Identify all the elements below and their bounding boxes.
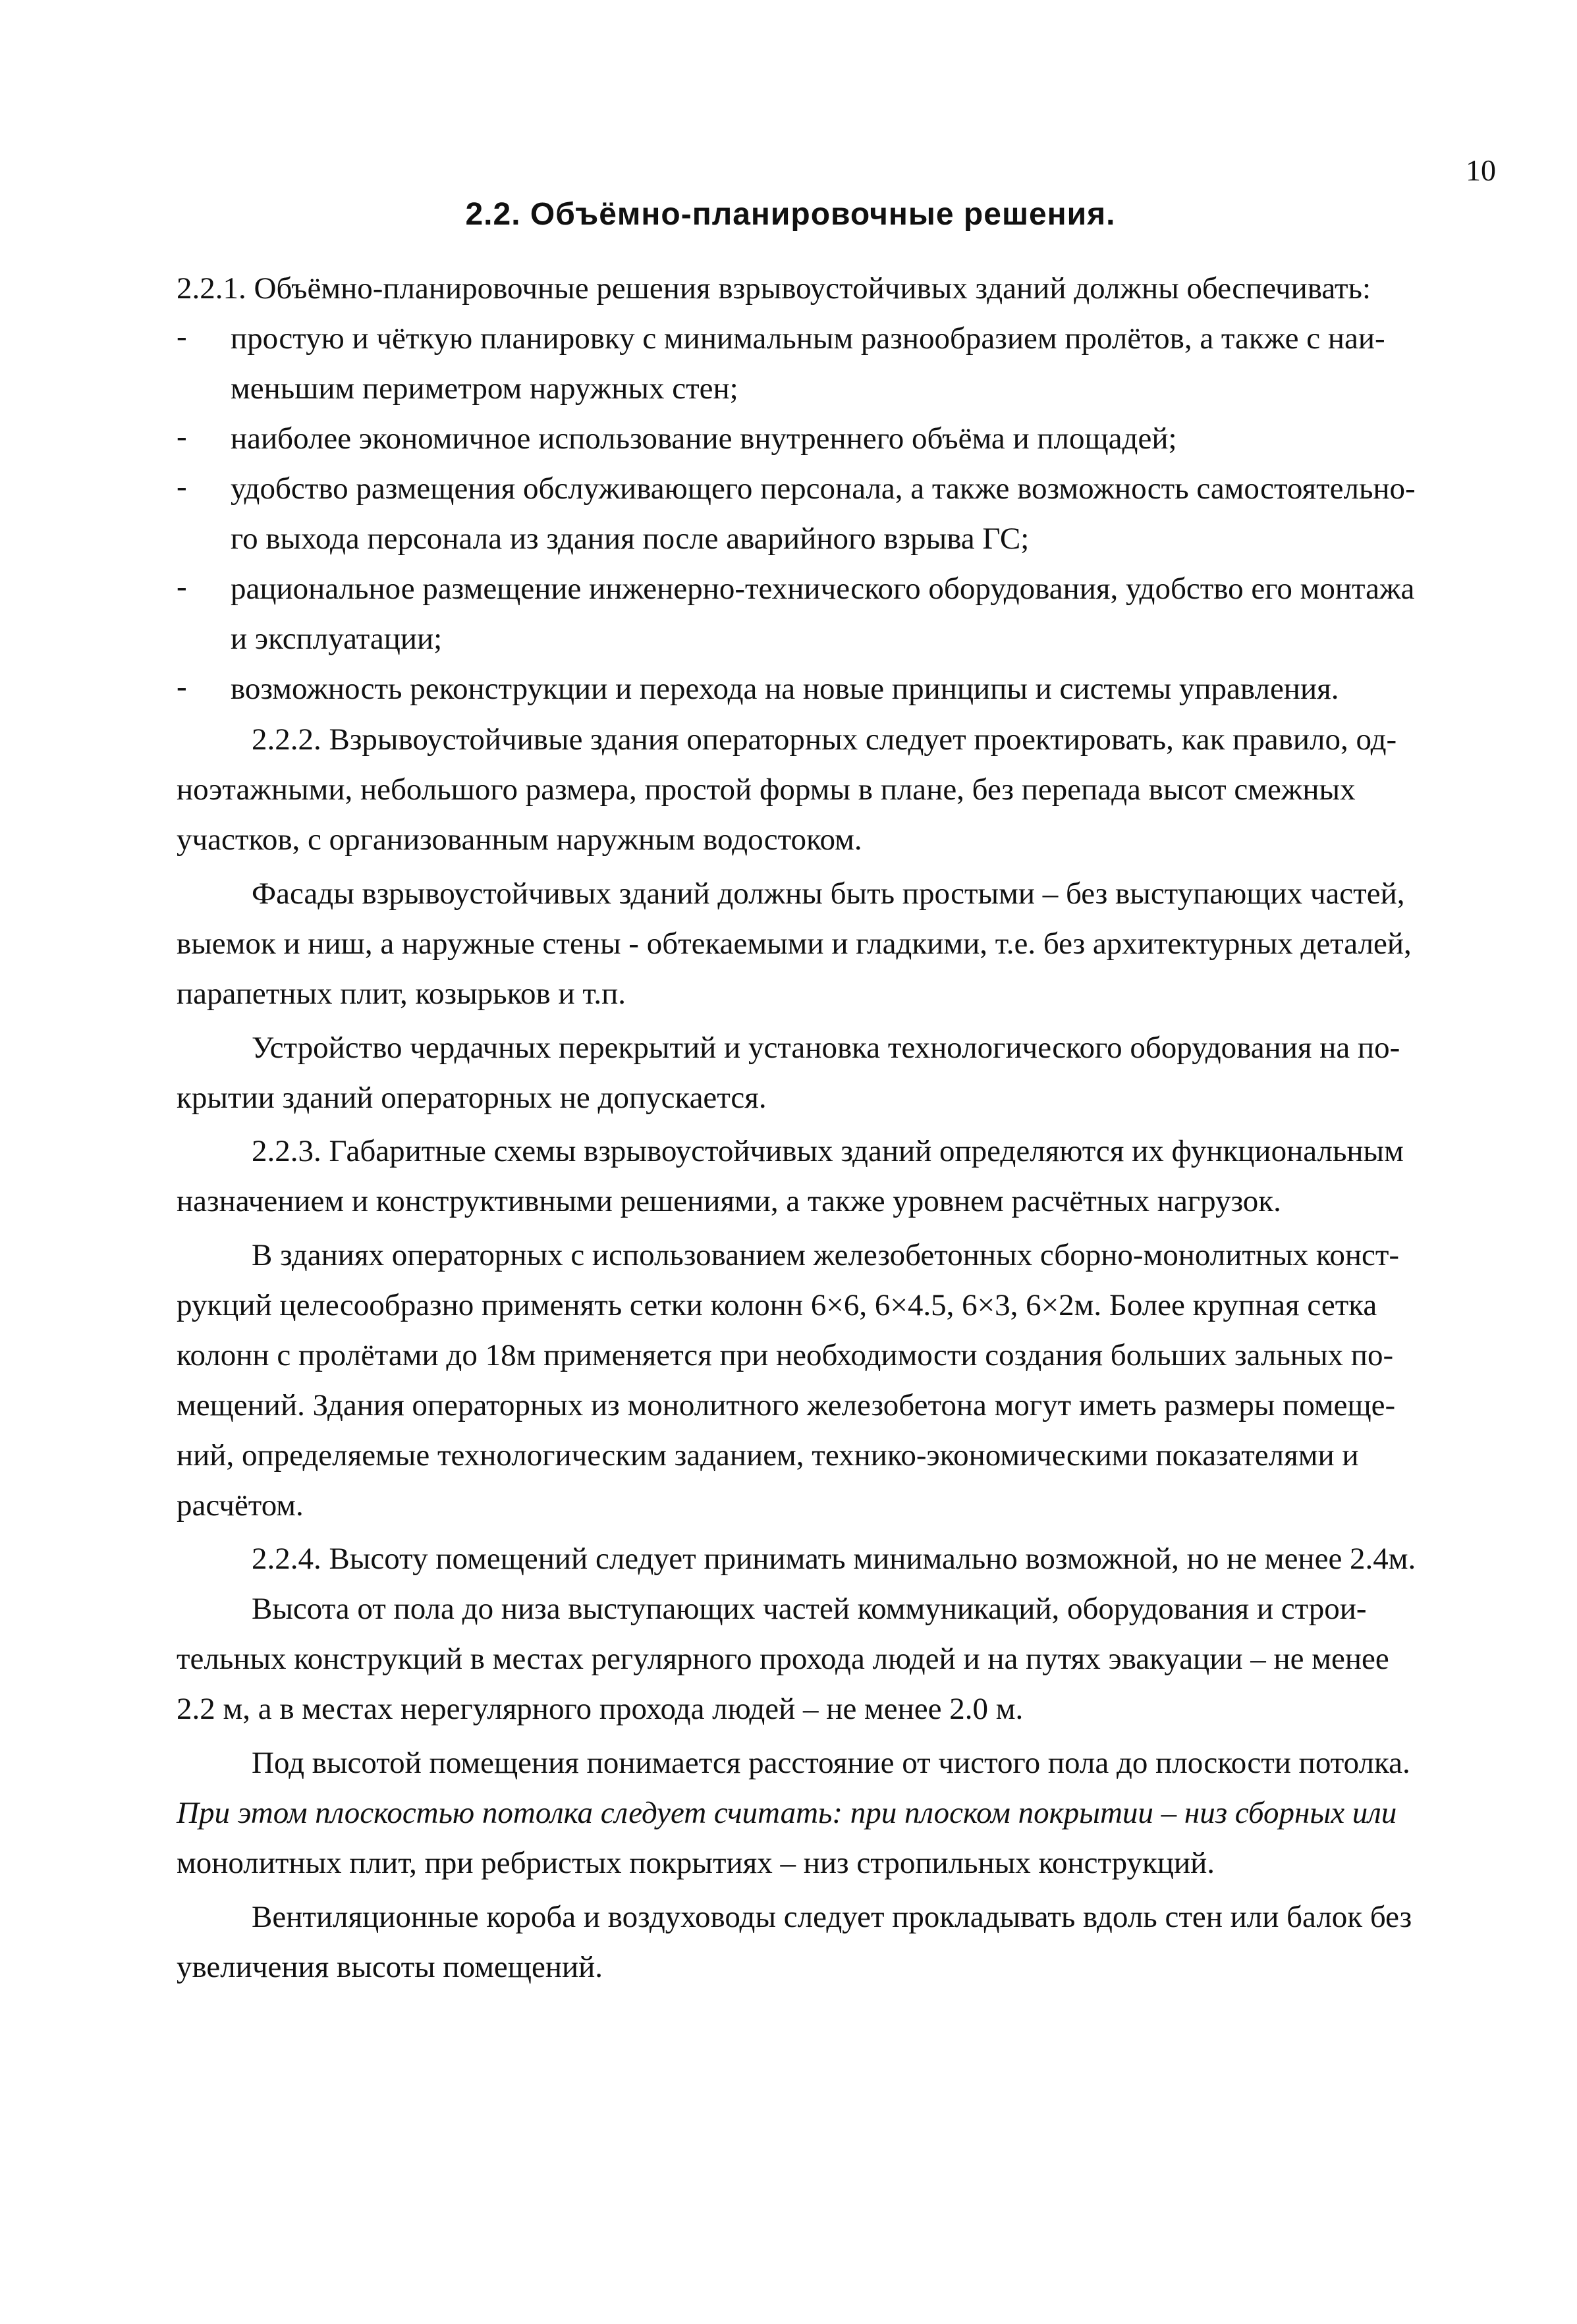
intro-line: 2.2.1. Объёмно-планировочные решения взрывоустойчивых зданий должны обеспечивать: — [177, 271, 1371, 306]
paragraph-line: Фасады взрывоустойчивых зданий должны быть простыми – без выступающих частей, — [252, 877, 1405, 911]
paragraph-line: тельных конструкций в местах регулярного прохода людей и на путях эвакуации – не менее — [177, 1642, 1389, 1676]
section-title: 2.2. Объёмно-планировочные решения. — [465, 197, 1116, 232]
bullet-line: рациональное размещение инженерно-технического оборудования, удобство его монтажа — [231, 572, 1415, 606]
page-number: 10 — [1466, 153, 1496, 187]
paragraph-line: Вентиляционные короба и воздуховоды следует прокладывать вдоль стен или балок без — [252, 1900, 1412, 1934]
paragraph-line: В зданиях операторных с использованием железобетонных сборно-монолитных конст- — [252, 1238, 1400, 1272]
bullet-line: возможность реконструкции и перехода на новые принципы и системы управления. — [231, 672, 1339, 706]
bullet-line: наиболее экономичное использование внутреннего объёма и площадей; — [231, 421, 1177, 456]
paragraph-line: 2.2.3. Габаритные схемы взрывоустойчивых зданий определяются их функциональным — [252, 1134, 1404, 1168]
paragraph-line: рукций целесообразно применять сетки колонн 6×6, 6×4.5, 6×3, 6×2м. Более крупная сетка — [177, 1288, 1377, 1322]
paragraph-line: мещений. Здания операторных из монолитного железобетона могут иметь размеры помеще- — [177, 1388, 1396, 1422]
paragraph-line: ний, определяемые технологическим заданием, технико-экономическими показателями и — [177, 1438, 1359, 1473]
paragraph-line: ноэтажными, небольшого размера, простой формы в плане, без перепада высот смежных — [177, 772, 1356, 807]
paragraph-line: 2.2.4. Высоту помещений следует принимать минимально возможной, но не менее 2.4м. — [252, 1542, 1416, 1576]
paragraph-line: 2.2.2. Взрывоустойчивые здания операторных следует проектировать, как правило, од- — [252, 722, 1397, 757]
bullet-line: удобство размещения обслуживающего персонала, а также возможность самостоятельно- — [231, 472, 1416, 506]
paragraph-line: Под высотой помещения понимается расстояние от чистого пола до плоскости потолка. — [252, 1746, 1410, 1780]
bullet-marker: - — [177, 470, 187, 504]
bullet-line: го выхода персонала из здания после аварийного взрыва ГС; — [231, 522, 1030, 556]
paragraph-line: Устройство чердачных перекрытий и установка технологического оборудования на по- — [252, 1031, 1400, 1065]
paragraph-line: выемок и ниш, а наружные стены - обтекаемыми и гладкими, т.е. без архитектурных деталей, — [177, 927, 1412, 961]
paragraph-line: монолитных плит, при ребристых покрытиях – низ стропильных конструкций. — [177, 1846, 1215, 1880]
paragraph-line: При этом плоскостью потолка следует считать: при плоском покрытии – низ сборных или — [177, 1796, 1397, 1830]
paragraph-line: колонн с пролётами до 18м применяется при необходимости создания больших зальных по- — [177, 1338, 1394, 1372]
bullet-marker: - — [177, 419, 187, 454]
bullet-marker: - — [177, 670, 187, 704]
paragraph-line: парапетных плит, козырьков и т.п. — [177, 977, 626, 1011]
paragraph-line: крытии зданий операторных не допускается. — [177, 1081, 767, 1115]
paragraph-line: расчётом. — [177, 1488, 304, 1523]
paragraph-line: увеличения высоты помещений. — [177, 1950, 603, 1984]
bullet-line: меньшим периметром наружных стен; — [231, 371, 738, 406]
bullet-marker: - — [177, 319, 187, 354]
paragraph-line: участков, с организованным наружным водостоком. — [177, 823, 862, 857]
bullet-line: простую и чёткую планировку с минимальным разнообразием пролётов, а также с наи- — [231, 321, 1385, 356]
bullet-marker: - — [177, 570, 187, 604]
paragraph-line: 2.2 м, а в местах нерегулярного прохода людей – не менее 2.0 м. — [177, 1692, 1024, 1726]
paragraph-line: назначением и конструктивными решениями, а также уровнем расчётных нагрузок. — [177, 1184, 1281, 1218]
bullet-line: и эксплуатации; — [231, 622, 443, 656]
paragraph-line: Высота от пола до низа выступающих частей коммуникаций, оборудования и строи- — [252, 1592, 1367, 1626]
